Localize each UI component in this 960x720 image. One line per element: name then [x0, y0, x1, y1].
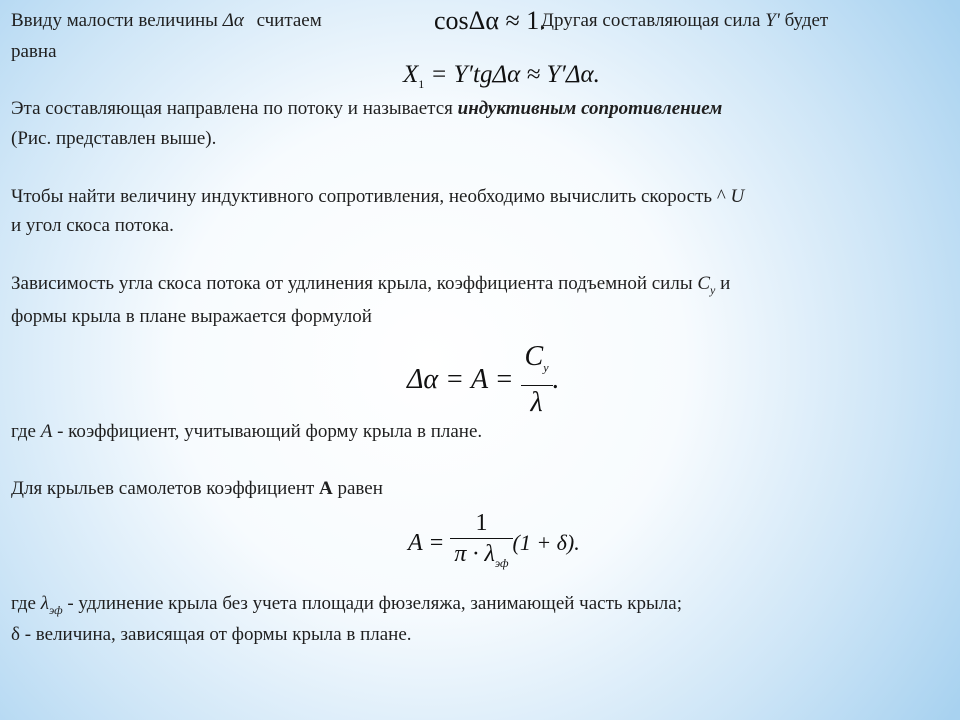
paragraph-1-line-1: Ввиду малости величины Δα считаем — [11, 10, 322, 31]
formula-cos: cosΔα ≈ 1. — [434, 6, 546, 35]
paragraph-3-line-2: и угол скоса потока. — [11, 215, 174, 236]
paragraph-3-line-1: Чтобы найти величину индуктивного сопротивления, необходимо вычислить скорость ^ U — [11, 186, 745, 207]
inductive-resistance-term: индуктивным сопротивлением — [457, 98, 723, 119]
paragraph-7-line-2: δ - величина, зависящая от формы крыла в плане. — [11, 624, 412, 645]
paragraph-5: где A - коэффициент, учитывающий форму крыла в плане. — [11, 421, 483, 442]
formula-delta-alpha: Δα = A = $\frac{C_y}{\lambda}$ . — [407, 341, 560, 418]
fraction-one-over-pi-lambda: $\frac{1}{\pi \cdot \lambda_{эф}}$ — [450, 508, 512, 578]
delta-alpha: Δα — [222, 10, 244, 31]
formula-coefficient-A: A = $\frac{1}{\pi \cdot \lambda_{эф}}$ (1 + δ). — [408, 508, 580, 578]
paragraph-6: Для крыльев самолетов коэффициент A равен — [11, 478, 383, 499]
paragraph-7-line-1: где $\lambda_{эф}$ - удлинение крыла без учета площади фюзеляжа, занимающей часть крыла; — [11, 593, 682, 617]
paragraph-2-line-2: (Рис. представлен выше). — [11, 128, 217, 149]
paragraph-2-line-1: Эта составляющая направлена по потоку и называется индуктивным сопротивлением — [11, 98, 723, 119]
fraction-cy-lambda: $\frac{C_y}{\lambda}$ — [521, 340, 553, 420]
paragraph-4-line-2: формы крыла в плане выражается формулой — [11, 306, 372, 327]
formula-x1: $X_1 = Y'tg\Delta\alpha \approx Y'\Delta\alpha$. — [403, 61, 600, 91]
paragraph-4-line-1: Зависимость угла скоса потока от удлинения крыла, коэффициента подъемной силы $C_y$ и — [11, 273, 731, 297]
paragraph-1-line-1b: Другая составляющая сила Y' будет — [541, 10, 829, 31]
paragraph-1-line-2: равна — [11, 41, 57, 62]
